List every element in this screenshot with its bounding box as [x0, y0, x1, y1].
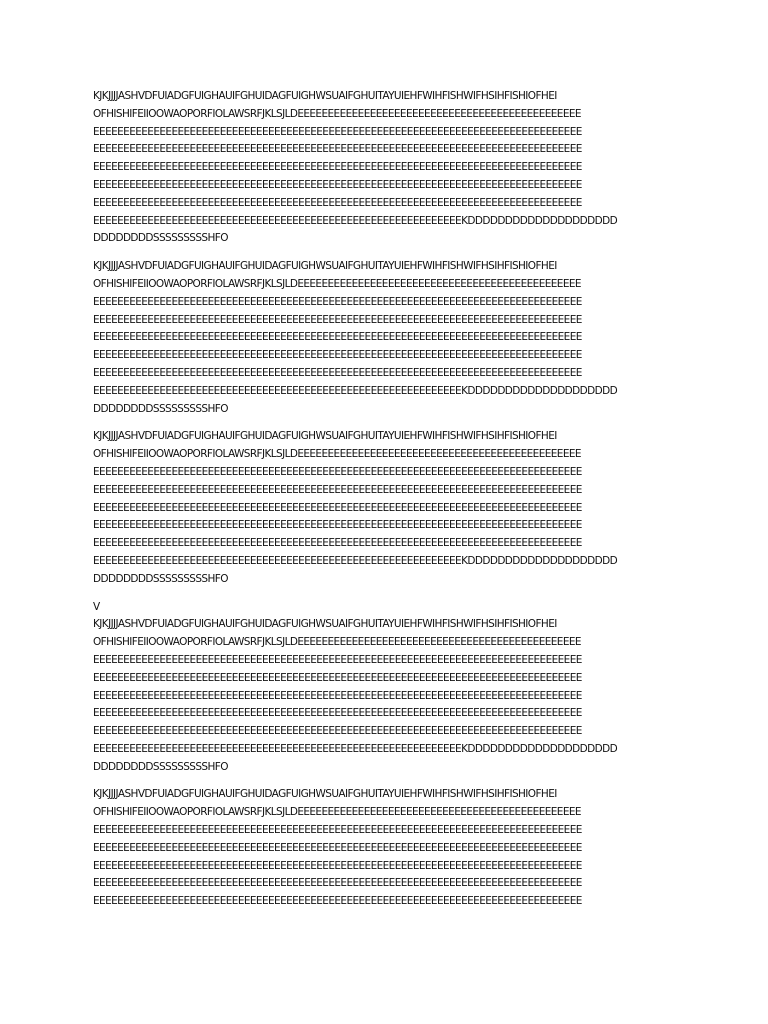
text-line: EEEEEEEEEEEEEEEEEEEEEEEEEEEEEEEEEEEEEEEEEEEEEEEEEEEEEEEEEEEEEKDDDDDDDDDDDDDDDDDDDD [93, 384, 618, 397]
paragraph [93, 599, 683, 777]
text-line: OFHISHIFEIIOOWAOPORFIOLAWSRFJKLSJLDEEEEEEEEEEEEEEEEEEEEEEEEEEEEEEEEEEEEEEEEEEEEEEE [93, 636, 581, 649]
text-line: EEEEEEEEEEEEEEEEEEEEEEEEEEEEEEEEEEEEEEEEEEEEEEEEEEEEEEEEEEEEEEEEEEEEEEEEEEEEEEEEE [93, 841, 582, 854]
text-line: EEEEEEEEEEEEEEEEEEEEEEEEEEEEEEEEEEEEEEEEEEEEEEEEEEEEEEEEEEEEEEEEEEEEEEEEEEEEEEEEE [93, 859, 582, 872]
text-line: EEEEEEEEEEEEEEEEEEEEEEEEEEEEEEEEEEEEEEEEEEEEEEEEEEEEEEEEEEEEEEEEEEEEEEEEEEEEEEEEE [93, 501, 582, 514]
text-line: EEEEEEEEEEEEEEEEEEEEEEEEEEEEEEEEEEEEEEEEEEEEEEEEEEEEEEEEEEEEEEEEEEEEEEEEEEEEEEEEE [93, 125, 582, 138]
text-line: EEEEEEEEEEEEEEEEEEEEEEEEEEEEEEEEEEEEEEEEEEEEEEEEEEEEEEEEEEEEEEEEEEEEEEEEEEEEEEEEE [93, 366, 582, 379]
text-line: EEEEEEEEEEEEEEEEEEEEEEEEEEEEEEEEEEEEEEEEEEEEEEEEEEEEEEEEEEEEEEEEEEEEEEEEEEEEEEEEE [93, 689, 582, 702]
text-line: EEEEEEEEEEEEEEEEEEEEEEEEEEEEEEEEEEEEEEEEEEEEEEEEEEEEEEEEEEEEEEEEEEEEEEEEEEEEEEEEE [93, 519, 582, 532]
paragraph [93, 88, 683, 248]
text-line: DDDDDDDDSSSSSSSSSHFO [93, 402, 228, 415]
text-line: EEEEEEEEEEEEEEEEEEEEEEEEEEEEEEEEEEEEEEEEEEEEEEEEEEEEEEEEEEEEEEEEEEEEEEEEEEEEEEEEE [93, 483, 582, 496]
paragraph [93, 428, 683, 588]
text-line: EEEEEEEEEEEEEEEEEEEEEEEEEEEEEEEEEEEEEEEEEEEEEEEEEEEEEEEEEEEEEEEEEEEEEEEEEEEEEEEEE [93, 161, 582, 174]
text-line: DDDDDDDDSSSSSSSSSHFO [93, 760, 228, 773]
text-line: KJKJJJJASHVDFUIADGFUIGHAUIFGHUIDAGFUIGHWSUAIFGHUITAYUIEHFWIHFISHWIFHSIHFISHIOFHEI [93, 430, 557, 443]
text-line: OFHISHIFEIIOOWAOPORFIOLAWSRFJKLSJLDEEEEEEEEEEEEEEEEEEEEEEEEEEEEEEEEEEEEEEEEEEEEEEE [93, 107, 581, 120]
text-line: EEEEEEEEEEEEEEEEEEEEEEEEEEEEEEEEEEEEEEEEEEEEEEEEEEEEEEEEEEEEEEEEEEEEEEEEEEEEEEEEE [93, 349, 582, 362]
text-line: EEEEEEEEEEEEEEEEEEEEEEEEEEEEEEEEEEEEEEEEEEEEEEEEEEEEEEEEEEEEEEEEEEEEEEEEEEEEEEEEE [93, 671, 582, 684]
text-line: EEEEEEEEEEEEEEEEEEEEEEEEEEEEEEEEEEEEEEEEEEEEEEEEEEEEEEEEEEEEEEEEEEEEEEEEEEEEEEEEE [93, 143, 582, 156]
text-line: DDDDDDDDSSSSSSSSSHFO [93, 232, 228, 245]
text-line: EEEEEEEEEEEEEEEEEEEEEEEEEEEEEEEEEEEEEEEEEEEEEEEEEEEEEEEEEEEEEEEEEEEEEEEEEEEEEEEEE [93, 178, 582, 191]
text-line: EEEEEEEEEEEEEEEEEEEEEEEEEEEEEEEEEEEEEEEEEEEEEEEEEEEEEEEEEEEEEEEEEEEEEEEEEEEEEEEEE [93, 824, 582, 837]
text-line: EEEEEEEEEEEEEEEEEEEEEEEEEEEEEEEEEEEEEEEEEEEEEEEEEEEEEEEEEEEEEEEEEEEEEEEEEEEEEEEEE [93, 313, 582, 326]
paragraph [93, 786, 683, 911]
text-line: EEEEEEEEEEEEEEEEEEEEEEEEEEEEEEEEEEEEEEEEEEEEEEEEEEEEEEEEEEEEEEEEEEEEEEEEEEEEEEEEE [93, 331, 582, 344]
text-line: EEEEEEEEEEEEEEEEEEEEEEEEEEEEEEEEEEEEEEEEEEEEEEEEEEEEEEEEEEEEEEEEEEEEEEEEEEEEEEEEE [93, 196, 582, 209]
text-line: EEEEEEEEEEEEEEEEEEEEEEEEEEEEEEEEEEEEEEEEEEEEEEEEEEEEEEEEEEEEEEEEEEEEEEEEEEEEEEEEE [93, 537, 582, 550]
text-line: V [93, 600, 100, 613]
text-line: OFHISHIFEIIOOWAOPORFIOLAWSRFJKLSJLDEEEEEEEEEEEEEEEEEEEEEEEEEEEEEEEEEEEEEEEEEEEEEEE [93, 806, 581, 819]
text-line: KJKJJJJASHVDFUIADGFUIGHAUIFGHUIDAGFUIGHWSUAIFGHUITAYUIEHFWIHFISHWIFHSIHFISHIOFHEI [93, 788, 557, 801]
text-line: KJKJJJJASHVDFUIADGFUIGHAUIFGHUIDAGFUIGHWSUAIFGHUITAYUIEHFWIHFISHWIFHSIHFISHIOFHEI [93, 90, 557, 102]
text-line: EEEEEEEEEEEEEEEEEEEEEEEEEEEEEEEEEEEEEEEEEEEEEEEEEEEEEEEEEEEEEEEEEEEEEEEEEEEEEEEEE [93, 465, 582, 478]
text-line: EEEEEEEEEEEEEEEEEEEEEEEEEEEEEEEEEEEEEEEEEEEEEEEEEEEEEEEEEEEEEEEEEEEEEEEEEEEEEEEEE [93, 295, 582, 308]
text-line: EEEEEEEEEEEEEEEEEEEEEEEEEEEEEEEEEEEEEEEEEEEEEEEEEEEEEEEEEEEEEEEEEEEEEEEEEEEEEEEEE [93, 877, 582, 890]
text-line: KJKJJJJASHVDFUIADGFUIGHAUIFGHUIDAGFUIGHWSUAIFGHUITAYUIEHFWIHFISHWIFHSIHFISHIOFHEI [93, 260, 557, 273]
text-line: EEEEEEEEEEEEEEEEEEEEEEEEEEEEEEEEEEEEEEEEEEEEEEEEEEEEEEEEEEEEEKDDDDDDDDDDDDDDDDDDDD [93, 554, 618, 567]
text-line: EEEEEEEEEEEEEEEEEEEEEEEEEEEEEEEEEEEEEEEEEEEEEEEEEEEEEEEEEEEEEEEEEEEEEEEEEEEEEEEEE [93, 653, 582, 666]
text-line: KJKJJJJASHVDFUIADGFUIGHAUIFGHUIDAGFUIGHWSUAIFGHUITAYUIEHFWIHFISHWIFHSIHFISHIOFHEI [93, 618, 557, 631]
text-line: EEEEEEEEEEEEEEEEEEEEEEEEEEEEEEEEEEEEEEEEEEEEEEEEEEEEEEEEEEEEEKDDDDDDDDDDDDDDDDDDDD [93, 214, 618, 227]
text-line: OFHISHIFEIIOOWAOPORFIOLAWSRFJKLSJLDEEEEEEEEEEEEEEEEEEEEEEEEEEEEEEEEEEEEEEEEEEEEEEE [93, 277, 581, 290]
text-line: EEEEEEEEEEEEEEEEEEEEEEEEEEEEEEEEEEEEEEEEEEEEEEEEEEEEEEEEEEEEEEEEEEEEEEEEEEEEEEEEE [93, 895, 582, 908]
paragraph [93, 258, 683, 418]
text-line: OFHISHIFEIIOOWAOPORFIOLAWSRFJKLSJLDEEEEEEEEEEEEEEEEEEEEEEEEEEEEEEEEEEEEEEEEEEEEEEE [93, 448, 581, 461]
text-line: EEEEEEEEEEEEEEEEEEEEEEEEEEEEEEEEEEEEEEEEEEEEEEEEEEEEEEEEEEEEEEEEEEEEEEEEEEEEEEEEE [93, 707, 582, 720]
text-line: DDDDDDDDSSSSSSSSSHFO [93, 572, 228, 585]
text-line: EEEEEEEEEEEEEEEEEEEEEEEEEEEEEEEEEEEEEEEEEEEEEEEEEEEEEEEEEEEEEKDDDDDDDDDDDDDDDDDDDD [93, 742, 618, 755]
document-body [93, 88, 683, 921]
text-line: EEEEEEEEEEEEEEEEEEEEEEEEEEEEEEEEEEEEEEEEEEEEEEEEEEEEEEEEEEEEEEEEEEEEEEEEEEEEEEEEE [93, 725, 582, 738]
